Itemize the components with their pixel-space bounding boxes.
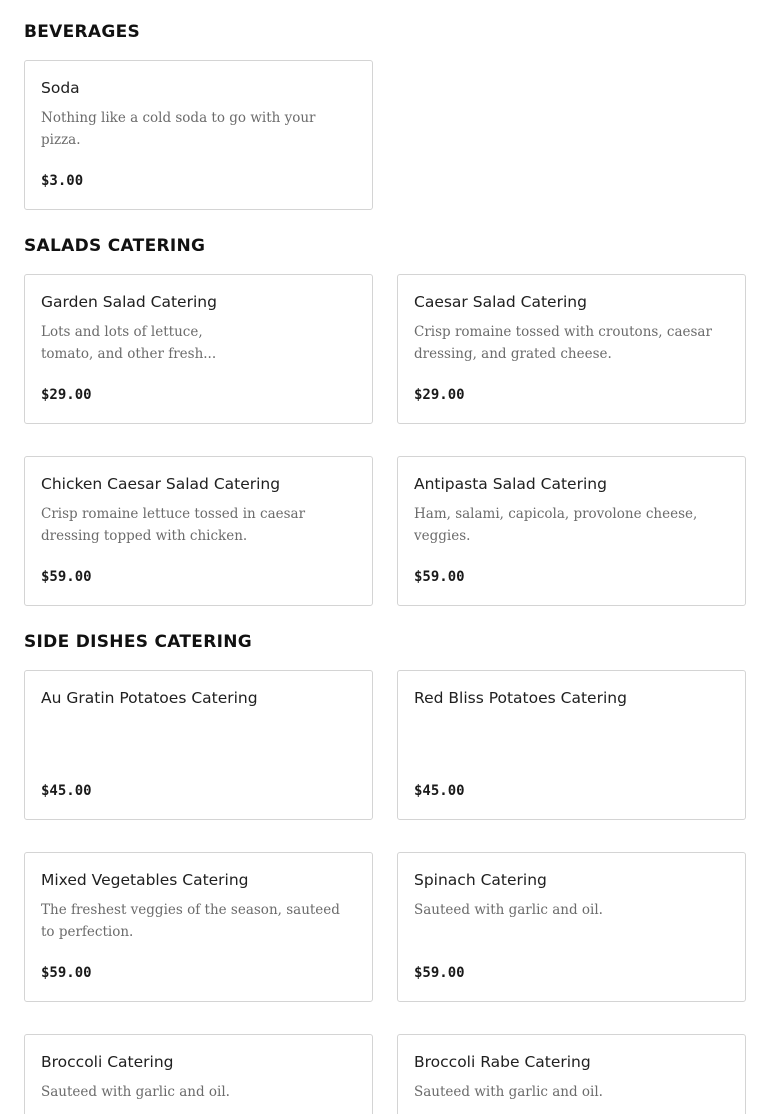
item-description: Ham, salami, capicola, provolone cheese, veggies.: [414, 506, 698, 544]
item-name: Spinach Catering: [414, 871, 547, 889]
menu-item-card-chicken-caesar-salad[interactable]: [24, 456, 373, 606]
item-price: $59.00: [41, 965, 92, 981]
menu-item-card-broccoli-rabe[interactable]: [397, 1034, 746, 1114]
item-description: Crisp romaine tossed with croutons, caesar dressing, and grated cheese.: [414, 324, 712, 362]
item-name: Chicken Caesar Salad Catering: [41, 475, 281, 493]
item-price: $59.00: [414, 569, 465, 585]
item-name: Au Gratin Potatoes Catering: [41, 689, 258, 707]
menu-item-card-antipasta-salad[interactable]: [397, 456, 746, 606]
item-name: Red Bliss Potatoes Catering: [414, 689, 627, 707]
section-title-side-dishes: SIDE DISHES CATERING: [24, 632, 253, 652]
item-description: The freshest veggies of the season, sauteed to perfection.: [41, 902, 340, 940]
item-price: $59.00: [414, 965, 465, 981]
menu-item-card-broccoli[interactable]: [24, 1034, 373, 1114]
item-name: Antipasta Salad Catering: [414, 475, 607, 493]
menu-item-card-garden-salad[interactable]: [24, 274, 373, 424]
item-name: Mixed Vegetables Catering: [41, 871, 249, 889]
item-name: Broccoli Catering: [41, 1053, 174, 1071]
section-title-salads: SALADS CATERING: [24, 236, 206, 256]
menu-item-card-red-bliss-potatoes[interactable]: [397, 670, 746, 820]
item-description: Sauteed with garlic and oil.: [41, 1084, 230, 1100]
item-price: $45.00: [414, 783, 465, 799]
item-name: Caesar Salad Catering: [414, 293, 587, 311]
item-price: $45.00: [41, 783, 92, 799]
menu-item-card-spinach[interactable]: [397, 852, 746, 1002]
item-description: Sauteed with garlic and oil.: [414, 902, 603, 918]
item-name: Broccoli Rabe Catering: [414, 1053, 591, 1071]
item-name: Garden Salad Catering: [41, 293, 217, 311]
item-description: Nothing like a cold soda to go with your pizza.: [41, 110, 316, 148]
item-price: $29.00: [414, 387, 465, 403]
item-description: Crisp romaine lettuce tossed in caesar dressing topped with chicken.: [41, 506, 306, 544]
menu-item-card-soda[interactable]: [24, 60, 373, 210]
item-description: Lots and lots of lettuce, tomato, and other fresh...: [41, 324, 217, 362]
menu-item-card-au-gratin-potatoes[interactable]: [24, 670, 373, 820]
menu-item-card-caesar-salad[interactable]: [397, 274, 746, 424]
item-description: Sauteed with garlic and oil.: [414, 1084, 603, 1100]
item-price: $59.00: [41, 569, 92, 585]
item-name: Soda: [41, 79, 80, 97]
section-title-beverages: BEVERAGES: [24, 22, 141, 42]
item-price: $3.00: [41, 173, 84, 189]
item-price: $29.00: [41, 387, 92, 403]
menu-item-card-mixed-vegetables[interactable]: [24, 852, 373, 1002]
